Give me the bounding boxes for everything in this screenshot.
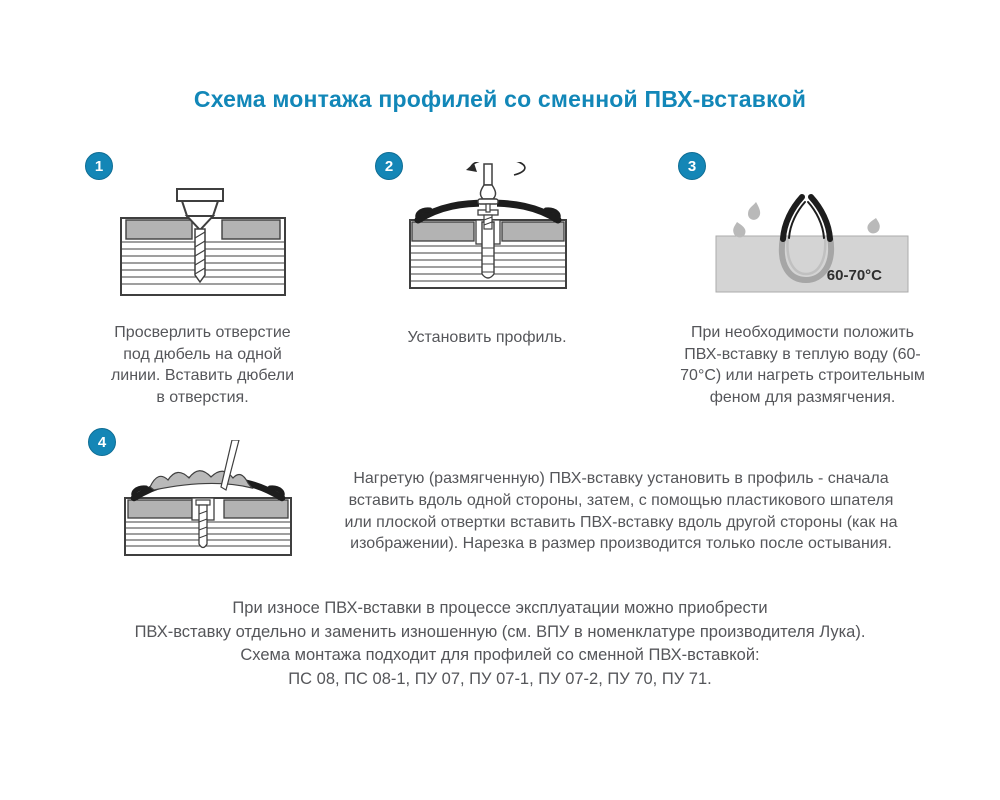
step-1-number-badge — [85, 152, 113, 180]
pvc-insert-icon — [783, 197, 830, 239]
install-profile-illustration-icon — [408, 162, 568, 292]
step-3-number-badge — [678, 152, 706, 180]
footer-note: При износе ПВХ-вставки в процессе эксплуатации можно приобрести ПВХ-вставку отдельно и заменить изношенную (см. ВПУ в номенклатуре производителя Лука). Схема монтажа подходит для профилей со сменной ПВХ-вставкой: ПС 08, ПС 08-1, ПУ 07, ПУ 07-1, ПУ 07-2, ПУ 70, ПУ 71. — [134, 599, 866, 688]
step-2-caption: Установить профиль. — [407, 329, 567, 346]
step-3-caption: При необходимости положить ПВХ-вставку в теплую воду (60- 70°C) или нагреть строительным феном для размягчения. — [680, 324, 925, 406]
step-4-number-badge — [88, 428, 116, 456]
pvc-insert-strip-icon — [150, 471, 252, 490]
insert-installation-illustration-icon — [122, 440, 294, 558]
top-layer-right — [222, 220, 280, 239]
rotation-arrow-icon — [466, 162, 525, 175]
drill-hole-illustration-icon — [118, 186, 288, 298]
step-1-number: 1 — [94, 157, 104, 175]
step-2-number: 2 — [384, 157, 394, 175]
top-layer-left — [128, 500, 192, 518]
page-title: Схема монтажа профилей со сменной ПВХ-вставкой — [193, 86, 807, 112]
water-temperature-label: 60-70°C — [826, 267, 882, 284]
top-layer-left — [412, 222, 474, 241]
step-3-number: 3 — [687, 157, 697, 175]
warm-water-illustration-icon — [710, 186, 910, 294]
step-2-number-badge — [375, 152, 403, 180]
step-1-caption: Просверлить отверстие под дюбель на одной линии. Вставить дюбели в отверстия. — [110, 324, 295, 406]
step-4-number: 4 — [97, 433, 107, 451]
top-layer-right — [502, 222, 564, 241]
step-4-caption: Нагретую (размягченную) ПВХ-вставку установить в профиль - сначала вставить вдоль одной стороны, затем, с помощью пластикового шпателя или плоской отвертки вставить ПВХ-вставку вдоль другой стороны (как на изображении). Нарезка в размер производится только после остывания. — [344, 470, 898, 553]
water-droplets-icon — [733, 202, 880, 237]
top-layer-left — [126, 220, 192, 239]
top-layer-right — [224, 500, 288, 518]
